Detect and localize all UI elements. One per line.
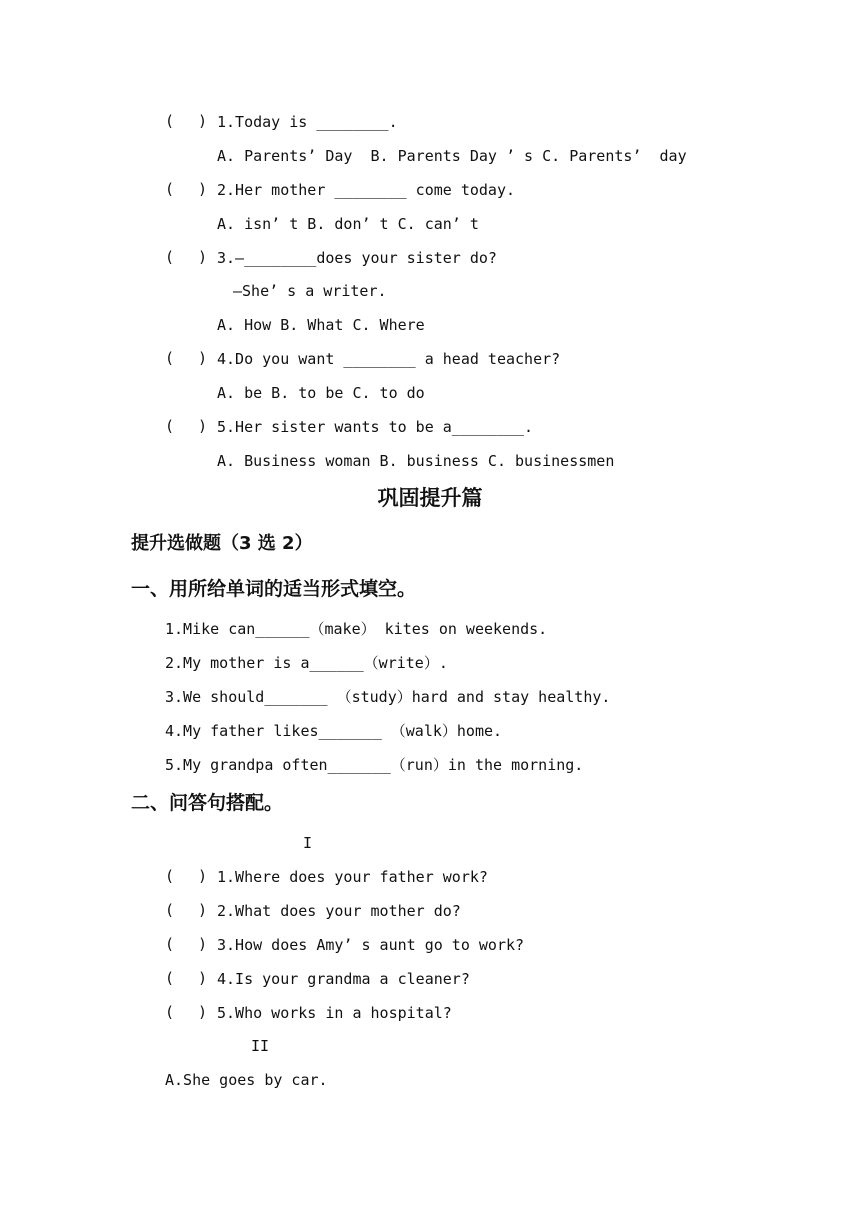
answer-paren[interactable]: ( ) <box>165 935 208 953</box>
question-stem: 1.Today is ________. <box>217 113 398 131</box>
answer-paren[interactable]: ( ) <box>165 1003 208 1021</box>
answer-paren[interactable]: ( ) <box>165 349 208 367</box>
part-one-title: 一、用所给单词的适当形式填空。 <box>131 578 417 600</box>
question-stem: 5.Her sister wants to be a________. <box>217 418 534 436</box>
list-item: 2.My mother is a______（write）. <box>165 654 448 672</box>
section-title: 巩固提升篇 <box>377 486 483 510</box>
answer-paren[interactable]: ( ) <box>165 867 208 885</box>
question-reply: —She’ s a writer. <box>233 282 387 300</box>
answer-paren[interactable]: ( ) <box>165 417 208 435</box>
answer-paren[interactable]: ( ) <box>165 248 208 266</box>
answer-paren[interactable]: ( ) <box>165 901 208 919</box>
answer-paren[interactable]: ( ) <box>165 180 208 198</box>
question-options: A. How B. What C. Where <box>217 316 425 334</box>
question-text: 5.Who works in a hospital? <box>217 1004 452 1022</box>
question-stem: 4.Do you want ________ a head teacher? <box>217 350 561 368</box>
question-stem: 3.—________does your sister do? <box>217 249 497 267</box>
list-item: 3.We should_______ （study）hard and stay healthy. <box>165 688 611 706</box>
list-item: 5.My grandpa often_______（run）in the morning. <box>165 756 584 774</box>
answer-paren[interactable]: ( ) <box>165 112 208 130</box>
question-options: A. Business woman B. business C. businessmen <box>217 452 615 470</box>
list-item: 4.My father likes_______ （walk）home. <box>165 722 503 740</box>
part-two-title: 二、问答句搭配。 <box>131 792 284 814</box>
question-text: 2.What does your mother do? <box>217 902 461 920</box>
question-text: 4.Is your grandma a cleaner? <box>217 970 470 988</box>
question-options: A. isn’ t B. don’ t C. can’ t <box>217 215 479 233</box>
question-options: A. be B. to be C. to do <box>217 384 425 402</box>
question-text: 1.Where does your father work? <box>217 868 488 886</box>
question-stem: 2.Her mother ________ come today. <box>217 181 516 199</box>
optional-title: 提升选做题（3 选 2） <box>131 533 313 554</box>
question-text: 3.How does Amy’ s aunt go to work? <box>217 936 525 954</box>
group-label: II <box>251 1037 270 1055</box>
group-label: I <box>303 834 313 852</box>
list-item: 1.Mike can______（make） kites on weekends. <box>165 620 548 638</box>
question-options: A. Parents’ Day B. Parents Day ’ s C. Parents’ day <box>217 147 687 165</box>
answer-paren[interactable]: ( ) <box>165 969 208 987</box>
answer-option: A.She goes by car. <box>165 1071 328 1089</box>
